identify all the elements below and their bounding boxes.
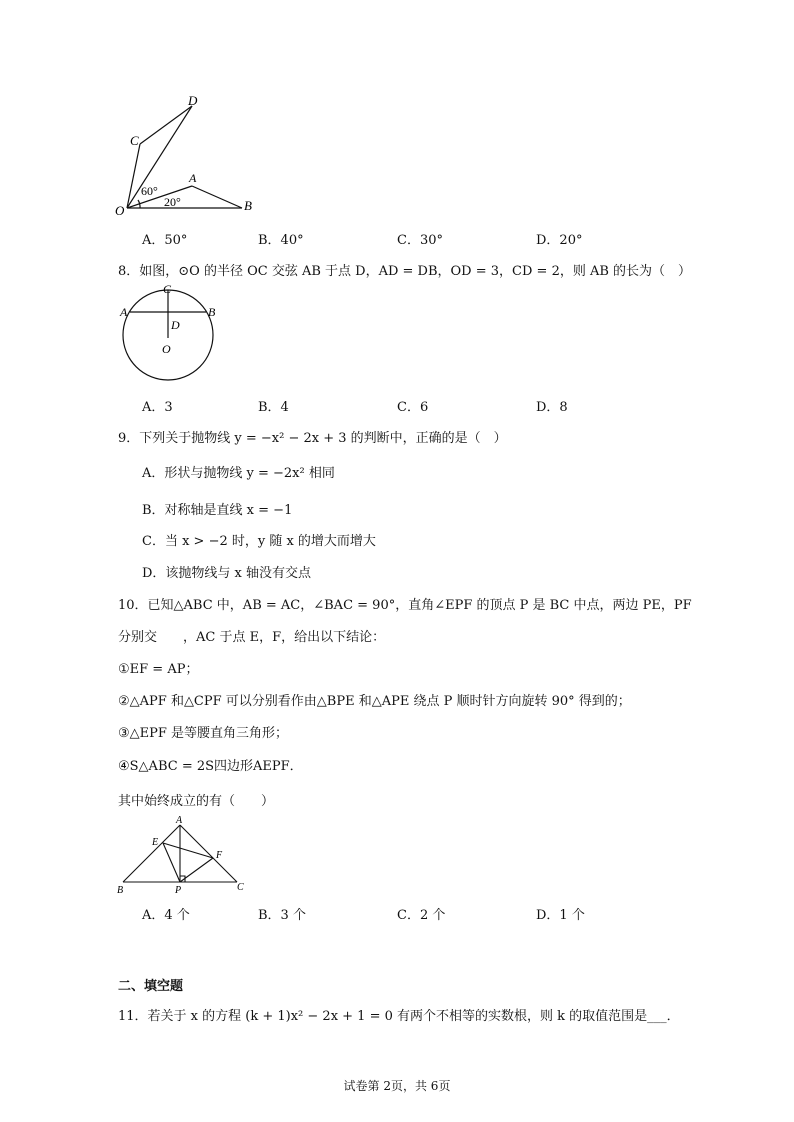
q10-option-c[interactable]: C．2 个: [397, 908, 446, 923]
q8-option-a[interactable]: A．3: [142, 400, 173, 415]
q10-conclusion-3: ③△EPF 是等腰直角三角形；: [118, 726, 289, 741]
q10-stem-line1: 10．已知△ABC 中，AB = AC，∠BAC = 90°，直角∠EPF 的顶点 P 是 BC 中点，两边 PE，PF: [118, 598, 692, 613]
q9-option-b[interactable]: B．对称轴是直线 x = −1: [142, 503, 293, 518]
q10-stem-line2: 分别交 ，AC 于点 E，F，给出以下结论：: [118, 630, 386, 645]
q11-stem: 11．若关于 x 的方程 (k + 1)x² − 2x + 1 = 0 有两个不相等的实数根，则 k 的取值范围是___．: [118, 1009, 680, 1024]
q10-label-C: C: [237, 882, 244, 893]
q10-label-B: B: [117, 885, 124, 896]
q7-label-B: B: [244, 198, 252, 213]
q10-option-b[interactable]: B．3 个: [258, 908, 306, 923]
q10-conclusion-4: ④S△ABC = 2S四边形AEPF．: [118, 759, 303, 774]
q10-question: 其中始终成立的有（ ）: [118, 794, 275, 809]
q7-angle-60: 60°: [141, 184, 158, 198]
section-heading: 二、填空题: [118, 979, 184, 994]
q8-option-b[interactable]: B．4: [258, 400, 289, 415]
q8-option-c[interactable]: C．6: [397, 400, 429, 415]
q7-angle-20: 20°: [164, 195, 181, 209]
page-footer: 试卷第 2页，共 6页: [343, 1079, 451, 1093]
q7-option-b[interactable]: B．40°: [258, 233, 304, 248]
q10-option-a[interactable]: A．4 个: [142, 908, 190, 923]
q8-label-A: A: [120, 305, 128, 319]
q10-label-E: E: [152, 837, 159, 848]
q10-conclusion-2: ②△APF 和△CPF 可以分别看作由△BPE 和△APE 绕点 P 顺时针方向旋转 90° 得到的；: [118, 694, 631, 709]
q8-figure: [115, 282, 225, 392]
q9-option-a[interactable]: A．形状与抛物线 y = −2x² 相同: [142, 466, 335, 481]
q8-label-B: B: [208, 305, 216, 319]
q10-label-F: F: [216, 850, 223, 861]
q7-label-D: D: [188, 93, 198, 108]
q7-label-O: O: [115, 203, 125, 218]
q7-option-a[interactable]: A．50°: [142, 233, 188, 248]
q8-label-C: C: [163, 282, 172, 296]
q9-option-c[interactable]: C．当 x > −2 时，y 随 x 的增大而增大: [142, 534, 376, 549]
q9-option-d[interactable]: D．该抛物线与 x 轴没有交点: [142, 566, 312, 581]
q7-figure: [110, 92, 270, 222]
q10-option-d[interactable]: D．1 个: [536, 908, 585, 923]
q10-label-P: P: [175, 885, 182, 896]
q7-option-c[interactable]: C．30°: [397, 233, 443, 248]
q9-stem: 9．下列关于抛物线 y = −x² − 2x + 3 的判断中，正确的是（ ）: [118, 431, 507, 446]
q8-label-D: D: [171, 318, 180, 332]
q10-figure: [115, 814, 250, 896]
q8-option-d[interactable]: D．8: [536, 400, 568, 415]
q8-stem: 8．如图，⊙O 的半径 OC 交弦 AB 于点 D，AD = DB，OD = 3，CD = 2，则 AB 的长为（ ）: [118, 264, 692, 279]
q10-conclusion-1: ①EF = AP；: [118, 662, 199, 677]
q10-label-A: A: [176, 815, 183, 826]
q7-label-C: C: [130, 133, 139, 148]
q8-label-O: O: [162, 342, 171, 356]
q7-label-A: A: [189, 171, 197, 185]
q7-option-d[interactable]: D．20°: [536, 233, 583, 248]
